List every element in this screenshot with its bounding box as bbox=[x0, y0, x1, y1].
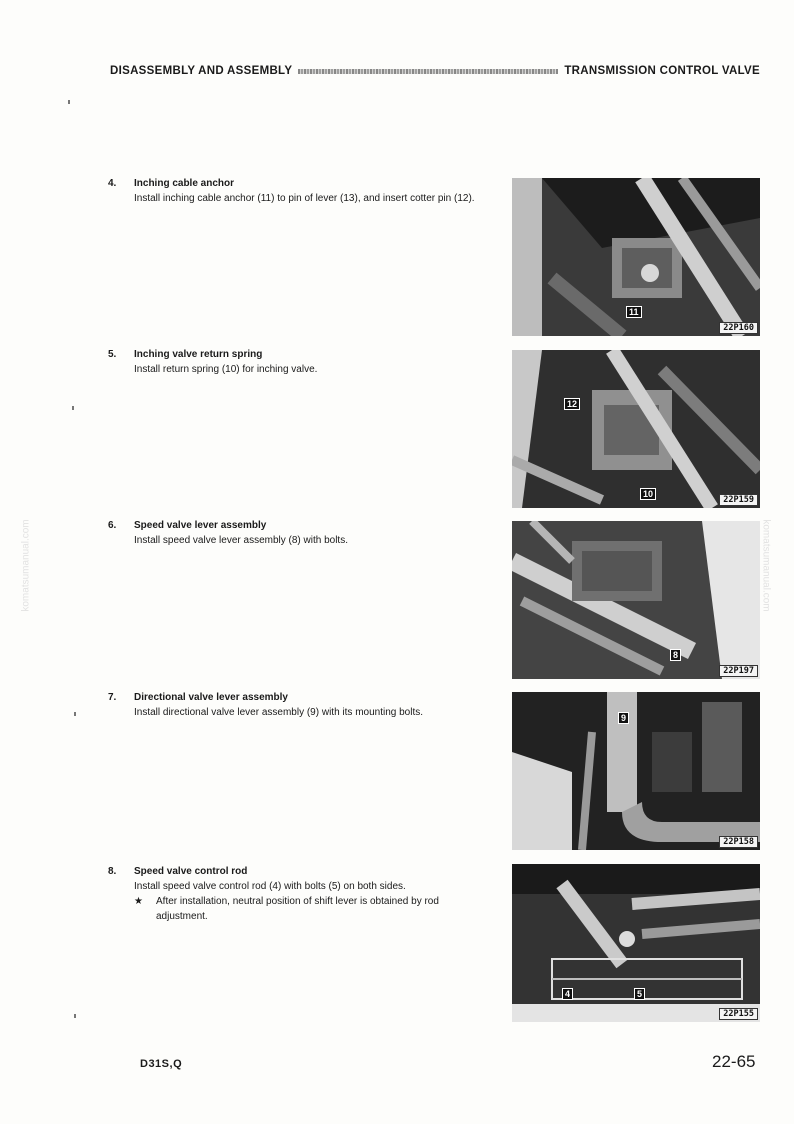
step-number: 8. bbox=[108, 866, 117, 877]
header-component-title: TRANSMISSION CONTROL VALVE bbox=[564, 65, 760, 77]
step-title: Speed valve lever assembly bbox=[134, 520, 267, 531]
photo-code: 22P159 bbox=[719, 494, 758, 506]
step-text: Install directional valve lever assembly (9) with its mounting bolts. bbox=[134, 707, 424, 718]
page-header bbox=[110, 62, 760, 80]
photo-code: 22P160 bbox=[719, 322, 758, 334]
photo-callout: 10 bbox=[640, 488, 656, 500]
margin-mark bbox=[72, 406, 74, 410]
step-8 bbox=[108, 864, 480, 924]
step-note-text: After installation, neutral position of shift lever is obtained by rod adjustment. bbox=[156, 896, 439, 922]
photo-callout: 9 bbox=[618, 712, 629, 724]
photo-speed-valve-control-rod bbox=[512, 864, 760, 1022]
photo-code: 22P197 bbox=[719, 665, 758, 677]
margin-mark bbox=[74, 1014, 76, 1018]
photo-callout: 5 bbox=[634, 988, 645, 1000]
step-text: Install speed valve control rod (4) with bolts (5) on both sides. bbox=[134, 881, 406, 892]
watermark-left: komatsumanual.com bbox=[20, 519, 32, 612]
photo-code: 22P155 bbox=[719, 1008, 758, 1020]
photo-callout: 12 bbox=[564, 398, 580, 410]
step-text: Install inching cable anchor (11) to pin of lever (13), and insert cotter pin (12). bbox=[134, 193, 475, 204]
margin-mark bbox=[68, 100, 70, 104]
step-note bbox=[134, 894, 480, 924]
photo-code: 22P158 bbox=[719, 836, 758, 848]
footer-model: D31S,Q bbox=[140, 1058, 183, 1070]
step-6 bbox=[108, 518, 480, 548]
photo-speed-valve-lever-assembly bbox=[512, 521, 760, 679]
photo-callout: 8 bbox=[670, 649, 681, 661]
step-text: Install return spring (10) for inching valve. bbox=[134, 364, 318, 375]
step-number: 4. bbox=[108, 178, 117, 189]
page-number: 22-65 bbox=[712, 1052, 756, 1071]
step-title: Speed valve control rod bbox=[134, 866, 248, 877]
step-5 bbox=[108, 347, 480, 377]
header-divider bbox=[298, 69, 558, 74]
step-7 bbox=[108, 690, 480, 720]
step-4 bbox=[108, 176, 480, 206]
margin-mark bbox=[74, 712, 76, 716]
photo-inching-cable-anchor bbox=[512, 178, 760, 336]
photo-inching-valve-return-spring bbox=[512, 350, 760, 508]
photo-callout: 11 bbox=[626, 306, 642, 318]
step-number: 7. bbox=[108, 692, 117, 703]
photo-callout: 4 bbox=[562, 988, 573, 1000]
step-text: Install speed valve lever assembly (8) with bolts. bbox=[134, 535, 348, 546]
header-section-title: DISASSEMBLY AND ASSEMBLY bbox=[110, 65, 293, 77]
step-number: 6. bbox=[108, 520, 117, 531]
step-title: Inching cable anchor bbox=[134, 178, 235, 189]
photo-directional-valve-lever-assembly bbox=[512, 692, 760, 850]
star-icon: ★ bbox=[134, 896, 143, 907]
watermark-right: komatsumanual.com bbox=[760, 519, 772, 612]
step-title: Directional valve lever assembly bbox=[134, 692, 288, 703]
step-title: Inching valve return spring bbox=[134, 349, 263, 360]
step-number: 5. bbox=[108, 349, 117, 360]
